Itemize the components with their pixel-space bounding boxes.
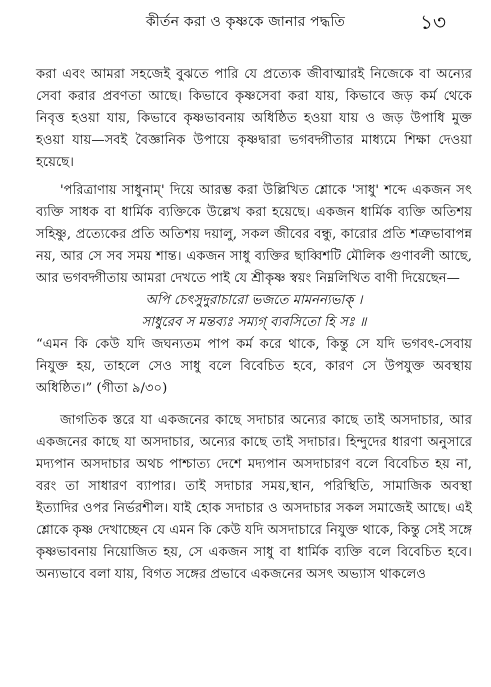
translation-text: “এমন কি কেউ যদি জঘন্যতম পাপ কর্ম করে থাকে, কিন্তু সে যদি ভগবৎ-সেবায় নিযুক্ত হয়, তাহলে সেও সাধু বলে বিবেচিত হবে, কারণ সে উপযুক্ত অবস্থায় অধিষ্ঠিত।” (36, 337, 472, 396)
page-body (36, 64, 472, 586)
page-number: ১৩ (420, 10, 446, 34)
verse-translation (36, 334, 472, 400)
page-header (0, 8, 491, 34)
paragraph-3: জাগতিক স্তরে যা একজনের কাছে সদাচার অন্যের কাছে তাই অসদাচার, আর একজনের কাছে যা অসদাচার, অন্যের কাছে তাই সদাচার। হিন্দুদের ধারণা অনুসারে মদ্যপান অসদাচার অথচ পাশ্চাত্য দেশে মদ্যপান অসদাচারণ বলে বিবেচিত হয় না, বরং তা সাধারণ ব্যাপার। তাই সদাচার সময়,স্থান, পরিস্থিতি, সামাজিক অবস্থা ইত্যাদির ওপর নির্ভরশীল। যাই হোক সদাচার ও অসদাচার সকল সমাজেই আছে। এই শ্লোকে কৃষ্ণ দেখাচ্ছেন যে এমন কি কেউ যদি অসদাচারে নিযুক্ত থাকে, কিন্তু সেই সঙ্গে কৃষ্ণভাবনায় নিয়োজিত হয়, সে একজন সাধু বা ধার্মিক ব্যক্তি বলে বিবেচিত হবে। অন্যভাবে বলা যায়, বিগত সঙ্গের প্রভাবে একজনের অসৎ অভ্যাস থাকলেও (36, 413, 472, 582)
sanskrit-verse (36, 290, 472, 334)
verse-citation: (গীতা ৯/৩০) (96, 381, 168, 396)
paragraph-1: করা এবং আমরা সহজেই বুঝতে পারি যে প্রত্যেক জীবাত্মারই নিজেকে বা অন্যের সেবা করার প্রবণতা আছে। কিভাবে কৃষ্ণসেবা করা যায়, কিভাবে জড় কর্ম থেকে নিবৃত্ত হওয়া যায়, কিভাবে কৃষ্ণভাবনায় অধিষ্ঠিত হওয়া যায় ও জড় উপাধি মুক্ত হওয়া যায়—সবই বৈজ্ঞানিক উপায়ে কৃষ্ণদ্বারা ভগবদ্গীতার মাধ্যমে শিক্ষা দেওয়া হয়েছে। (36, 67, 472, 170)
running-title: কীর্তন করা ও কৃষ্ণকে জানার পদ্ধতি (145, 14, 346, 30)
paragraph-2: 'পরিত্রাণায় সাধুনাম্' দিয়ে আরম্ভ করা উল্লিখিত শ্লোকে 'সাধু' শব্দে একজন সৎ ব্যক্তি সাধক বা ধার্মিক ব্যক্তিকে উল্লেখ করা হয়েছে। একজন ধার্মিক ব্যক্তি অতিশয় সহিষ্ণু, প্রত্যেকের প্রতি অতিশয় দয়ালু, সকল জীবের বন্ধু, কারোর প্রতি শত্রুভাবাপন্ন নয়, আর সে সব সময় শান্ত। একজন সাধু ব্যক্তির ছাব্বিশটি মৌলিক গুণাবলী আছে, আর ভগবদ্গীতায় আমরা দেখতে পাই যে শ্রীকৃষ্ণ স্বয়ং নিম্নলিখিত বাণী দিয়েছেন— (36, 183, 472, 286)
verse-line-2: সাধুরেব স মন্তব্যঃ সম্যগ্ ব্যবসিতো হি সঃ ॥ (141, 315, 367, 330)
verse-line-1: অপি চেৎসুদুরাচারো ভজতে মামনন্যভাক্ । (145, 293, 363, 308)
